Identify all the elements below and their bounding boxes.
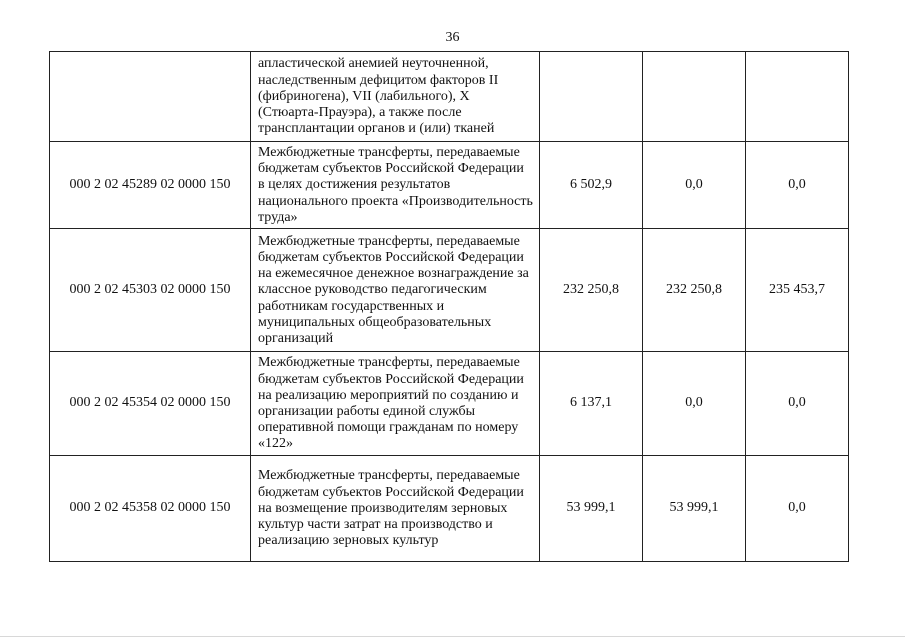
value-column-2: 0,0 bbox=[643, 142, 746, 229]
budget-table bbox=[49, 51, 849, 562]
value-column-2: 53 999,1 bbox=[643, 456, 746, 562]
budget-code: 000 2 02 45289 02 0000 150 bbox=[50, 142, 251, 229]
budget-code: 000 2 02 45303 02 0000 150 bbox=[50, 229, 251, 352]
value-column-2: 0,0 bbox=[643, 352, 746, 456]
value-column-2: 232 250,8 bbox=[643, 229, 746, 352]
value-column-3: 0,0 bbox=[746, 142, 849, 229]
table-row bbox=[50, 52, 849, 142]
table-row bbox=[50, 229, 849, 352]
table-row bbox=[50, 352, 849, 456]
table-row bbox=[50, 456, 849, 562]
description: Межбюджетные трансферты, передаваемые бюджетам субъектов Российской Федерации на реализацию мероприятий по созданию и организации работы единой службы оперативной помощи гражданам по номеру «122» bbox=[251, 352, 540, 456]
description: апластической анемией неуточненной, наследственным дефицитом факторов II (фибриногена), VII (лабильного), X (Стюарта-Прауэра), а также после трансплантации органов и (или) тканей bbox=[251, 52, 540, 142]
value-column-1: 53 999,1 bbox=[540, 456, 643, 562]
value-column-1: 232 250,8 bbox=[540, 229, 643, 352]
value-column-3: 0,0 bbox=[746, 352, 849, 456]
page-number: 36 bbox=[445, 30, 460, 45]
value-column-1 bbox=[540, 52, 643, 142]
value-column-2 bbox=[643, 52, 746, 142]
value-column-3: 235 453,7 bbox=[746, 229, 849, 352]
value-column-3 bbox=[746, 52, 849, 142]
description: Межбюджетные трансферты, передаваемые бюджетам субъектов Российской Федерации на возмещение производителям зерновых культур части затрат на производство и реализацию зерновых культур bbox=[251, 456, 540, 562]
budget-code: 000 2 02 45358 02 0000 150 bbox=[50, 456, 251, 562]
description: Межбюджетные трансферты, передаваемые бюджетам субъектов Российской Федерации на ежемесячное денежное вознаграждение за классное руководство педагогическим работникам государственных и муниципальных общеобразовательных организаций bbox=[251, 229, 540, 352]
value-column-3: 0,0 bbox=[746, 456, 849, 562]
scan-edge-line bbox=[0, 636, 905, 637]
value-column-1: 6 137,1 bbox=[540, 352, 643, 456]
budget-code: 000 2 02 45354 02 0000 150 bbox=[50, 352, 251, 456]
budget-code bbox=[50, 52, 251, 142]
value-column-1: 6 502,9 bbox=[540, 142, 643, 229]
table-row bbox=[50, 142, 849, 229]
description: Межбюджетные трансферты, передаваемые бюджетам субъектов Российской Федерации в целях достижения результатов национального проекта «Производительность труда» bbox=[251, 142, 540, 229]
